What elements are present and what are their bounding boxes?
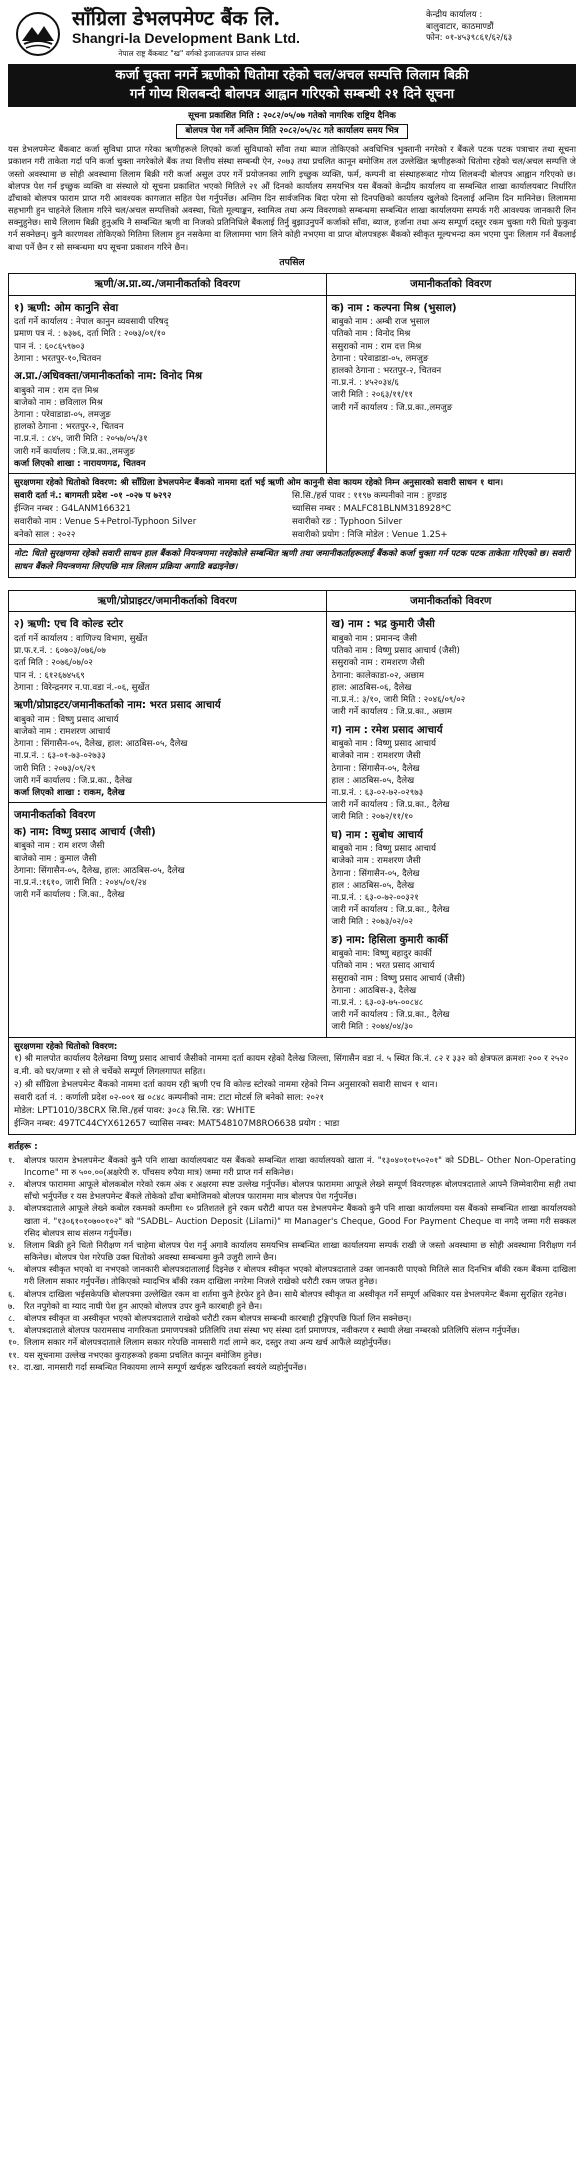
- guarantor-head-left: जमानीकर्ताको विवरण: [14, 809, 96, 822]
- term-item: १०. लिलाम सकार गर्ने बोलपत्रदाताले लिलाम सकार गरेपछि नामसारी गर्दा लाग्ने कर, दस्तुर तथा अन्य खर्च आफैंले व्यहोर्नुपर्नेछ।: [8, 1337, 392, 1348]
- collateral-2-heading: सुरक्षणमा रहेको धितोको विवरण:: [14, 1041, 118, 1052]
- notice-dates: [8, 110, 576, 140]
- table2-header-left: ऋणी/प्रोप्राइटर/जमानीकर्ताको विवरण: [9, 590, 327, 612]
- proprietor-1-line: ठेगाना : परेवाडाडा-०५, लमजुङ: [14, 409, 111, 420]
- vehicle-1-line: सवारीको रङ : Typhoon Silver: [292, 516, 403, 527]
- term-item: ५. बोलपत्र स्वीकृत भएको वा नभएको जानकारी बोलपत्रदातालाई दिइनेछ र बोलपत्र स्वीकृत भएको बोलपत्रदाताले उक्त जानकारी पाएको मितिले सात दिनभित्र बाँकी रकम बैंकमा दाखिला गरी लिलाम सकार गर्नुपर्नेछ। तोकिएको म्यादभित्र बाँकी रकम दाखिला नगरेमा निजले राखेको धरौटी रकम जफत हुनेछ।: [8, 1264, 576, 1287]
- vehicle-1-note: नोट: धितो सुरक्षणमा रहेको सवारी साधन हाल बैंकको नियन्त्रणमा नरहेकोले सम्बन्धित ऋणी तथा जमानीकर्ताहरूलाई बैंकको कर्जा चुक्ता गर्न पटक पटक ताकेता गरिएको छ। सवारी साधन बैंकले नियन्त्रणमा लिएपछि मात्र लिलाम प्रक्रिया अगाडि बढाइनेछ।: [9, 545, 576, 577]
- term-item: ३. बोलपत्रदाताले आफूले लेख्ने कबोल रकमको कम्तीमा १० प्रतिशतले हुने रकम धरौटी बापत यस डेभलपमेन्ट बैंकको कुनै पनि शाखा कार्यालयमा यस बैंकको सम्बन्धित शाखा कार्यालयको खाता नं. "१३०६१०१०७००१०२" को "SADBL– Auction Deposit (Lilami)" मा Manager's Cheque, Good For Payment Cheque वा नगदै जम्मा गरी सक्कल रसिद बोलपत्र साथ संलग्न गर्नुपर्नेछ।: [8, 1203, 576, 1238]
- guarantor-2a-line: बाबुको नाम : राम शरण जैसी: [14, 841, 105, 852]
- vehicle-1-line: सवारीको नाम : Venue S+Petrol-Typhoon Silver: [14, 516, 197, 527]
- office-label: केन्द्रीय कार्यालय :: [426, 10, 483, 20]
- table2-guarantor-cell: [326, 612, 575, 1037]
- central-office-block: [426, 6, 576, 62]
- guarantor-2a-line: जारी गर्ने कार्यालय : जि.का., दैलेख: [14, 890, 125, 901]
- guarantor-2b-title: ख) नाम : भद्र कुमारी जैसी: [331, 618, 435, 631]
- guarantor-2d-line: जारी गर्ने कार्यालय : जि.प्र.का., दैलेख: [331, 905, 450, 916]
- proprietor-2-line: ठेगाना : सिंगासैन-०५, दैलेख, हाल: आठबिस-०५, दैलेख: [14, 739, 188, 750]
- table2-header-right: जमानीकर्ताको विवरण: [326, 590, 575, 612]
- guarantor-2c-line: बाजेको नाम : रामशरण जैसी: [331, 751, 421, 762]
- guarantor-2b-line: ना.प्र.नं.: ३/१०, जारी मिति : २०४६/०९/०२: [331, 695, 466, 706]
- notice-title-banner: [8, 64, 576, 107]
- proprietor-2-title: ऋणी/प्रोप्राइटर/जमानीकर्ताको नाम: भरत प्रसाद आचार्य: [14, 699, 221, 712]
- vehicle-1-line: सवारीको प्रयोग : निजि मोडेल : Venue 1.2S+: [292, 529, 448, 540]
- collateral-2-cell: [9, 1037, 576, 1134]
- guarantor-2e-title: ङ) नाम: हिसिला कुमारी कार्की: [331, 933, 448, 946]
- guarantor-2d-line: बाबुको नाम : विष्णु प्रसाद आचार्य: [331, 844, 436, 855]
- table1-header-left: ऋणी/अ.प्रा.व्य./जमानीकर्ताको विवरण: [9, 273, 327, 295]
- proprietor-2-line: बाजेको नाम : रामशरण आचार्य: [14, 726, 111, 737]
- vehicle-2-line: ईन्जिन नम्बर: 497TC44CYX612657 च्यासिस नम्बर: MAT548107M8RO6638 प्रयोग : भाडा: [14, 1118, 340, 1129]
- borrower-2-line: दर्ता मिति : २०७६/०७/०२: [14, 658, 93, 669]
- terms-list: [8, 1154, 576, 1373]
- guarantor-2c-line: हाल : आठबिस-०५, दैलेख: [331, 775, 415, 786]
- notice-title-line-1: कर्जा चुक्ता नगर्ने ऋणीको धितोमा रहेको चल/अचल सम्पत्ति लिलाम बिक्री: [115, 68, 469, 83]
- guarantor-2e-line: ठेगाना : आठबिस-३, दैलेख: [331, 985, 417, 996]
- terms-heading: शर्तहरू :: [8, 1141, 38, 1152]
- borrower-2-line: पान नं. : ६१२६७४५६९: [14, 670, 85, 681]
- guarantor-1-line: हालको ठेगाना : भरतपुर-२, चितवन: [331, 365, 442, 376]
- guarantor-2e-line: जारी गर्ने कार्यालय : जि.प्र.का., दैलेख: [331, 1010, 450, 1021]
- borrower-table-1: [8, 273, 576, 578]
- proprietor-2-line: ना.प्र.नं. : ६३-०१-७३-०२७३३: [14, 751, 106, 762]
- borrower-1-line: पान नं. : ६०८६५९७०३: [14, 341, 85, 352]
- term-item: ९. बोलपत्रदाताले बोलपत्र फारामसाथ नागरिकता प्रमाणपत्रको प्रतिलिपि तथा संस्था भए संस्था दर्ता प्रमाणपत्र, नवीकरण र स्थायी लेखा नम्बरको प्रतिलिपि संलग्न गर्नुपर्नेछ।: [8, 1325, 520, 1336]
- term-item: २. बोलपत्र फाराममा आफूले बोलकबोल गरेको रकम अंक र अक्षरमा स्पष्ट उल्लेख गर्नुपर्नेछ। बोलपत्र फाराममा आफूले लेख्ने सम्पूर्ण विवरणहरू बोलपत्रदाताले आफ्नै जिम्मेवारीमा सही तथा साँचो भर्नुपर्नेछ र यस डेभलपमेन्ट बैंकले तोकेको ढाँचा बमोजिमको बोलपत्र फाराममा मात्र बोलपत्र पेश गर्नुपर्नेछ।: [8, 1178, 576, 1202]
- proprietor-1-title: अ.प्रा./अधिवक्ता/जमानीकर्ताको नाम: विनोद मिश्र: [14, 369, 203, 382]
- collateral-1-cell: [9, 473, 576, 544]
- collateral-2-land: १) श्री मालपोत कार्यालय दैलेखमा विष्णु प्रसाद आचार्य जैसीको नाममा दर्ता कायम रहेको दैलेख जिल्ला, सिंगासैन वडा नं. ५ स्थित कि.नं. ८२ र ३३२ को क्षेत्रफल क्रमशः २०० र २५२० व.मी. को घर/जग्गा र सो ले चर्चेको सम्पूर्ण लिगलगापत सहित।: [14, 1054, 569, 1078]
- borrower-1-title: १) ऋणी: ओम कानुनि सेवा: [14, 301, 119, 314]
- bank-logo-icon: [15, 11, 61, 57]
- proprietor-1-line: बाजेको नाम : छविलाल मिश्र: [14, 397, 103, 408]
- guarantor-1-line: पतिको नाम : विनोद मिश्र: [331, 329, 411, 340]
- guarantor-2d-line: बाजेको नाम : रामशरण जैसी: [331, 856, 421, 867]
- bank-logo: [8, 6, 68, 62]
- submission-deadline: बोलपत्र पेश गर्ने अन्तिम मिति २०८२/०५/२८ गते कार्यालय समय भित्र: [176, 124, 407, 139]
- term-item: ८. बोलपत्र स्वीकृत वा अस्वीकृत भएको बोलपत्रदाताले राखेको धरौटी रकम बोलपत्र सम्बन्धी कारबाही टुङ्गिएपछि फिर्ता लिन सक्नेछन्।: [8, 1313, 412, 1324]
- borrower-2-line: ठेगाना : विरेन्द्रनगर न.पा.वडा नं.-०६, सुर्खेत: [14, 682, 150, 693]
- collateral-1-intro: सुरक्षणमा रहेको धितोको विवरण: श्री साँग्रिला डेभलपमेन्ट बैंकको नाममा दर्ता भई ऋणी ओम कानुनी सेवा कायम रहेको निम्न अनुसारको सवारी साधन १ थान।: [14, 477, 504, 488]
- borrower-table-2: [8, 590, 576, 1135]
- publication-date: सूचना प्रकाशित मिति : २०८२/०५/०७ गतेको नागरिक राष्ट्रिय दैनिक: [188, 110, 396, 121]
- guarantor-2d-line: जारी मिति : २०७३/०२/०२: [331, 917, 413, 928]
- guarantor-2c-line: बाबुको नाम : विष्णु प्रसाद आचार्य: [331, 739, 436, 750]
- guarantor-2d-title: घ) नाम : सुबोध आचार्य: [331, 828, 423, 841]
- guarantor-2b-line: हाल: आठबिस-०६, दैलेख: [331, 682, 412, 693]
- borrower-2-line: दर्ता गर्ने कार्यालय : वाणिज्य विभाग, सुर्खेत: [14, 634, 148, 645]
- guarantor-2d-line: हाल : आठबिस-०५, दैलेख: [331, 880, 415, 891]
- loan-branch-1: कर्जा लिएको शाखा : नारायणगढ, चितवन: [14, 458, 146, 469]
- notice-title-line-2: गर्न गोप्य शिलबन्दी बोलपत्र आह्वान गरिएको सम्बन्धी २१ दिने सूचना: [129, 87, 455, 103]
- office-address: बालुवाटार, काठमाण्डौं: [426, 21, 494, 32]
- guarantor-2e-line: जारी मिति : २०७४/०४/३०: [331, 1022, 413, 1033]
- term-item: ४. लिलाम बिक्री हुने धितो निरीक्षण गर्न चाहेमा बोलपत्र पेश गर्नु अगावै कार्यालय समयभित्र सम्बन्धित शाखा कार्यालयमा सम्पर्क राखी जे जस्तो अवस्थामा छ सोही अवस्थामा निरीक्षण गर्न सकिनेछ। बोलपत्र पेश गरेपछि उक्त धितोको अवस्था सम्बन्धमा कुनै उजुरी लाग्ने छैन।: [8, 1239, 576, 1263]
- proprietor-1-line: जारी गर्ने कार्यालय : जि.प्र.का.,लमजुङ: [14, 446, 135, 457]
- proprietor-1-line: ना.प्र.नं. : ८४५, जारी मिति : २०५७/०५/३१: [14, 434, 148, 445]
- vehicle-1-details: [14, 490, 570, 542]
- borrower-1-line: प्रमाण पत्र नं. : ७३७६, दर्ता मिति : २०७३/०१/१०: [14, 329, 166, 340]
- bank-name-english: Shangri-la Development Bank Ltd.: [72, 30, 300, 47]
- guarantor-2e-line: ना.प्र.नं. : ६३-०३-७५-००८४८: [331, 997, 424, 1008]
- vehicle-1-line: सि.सि./हर्स पावर : ११९७ कम्पनीको नाम : हुण्डाइ: [292, 490, 447, 501]
- guarantor-2b-line: बाबुको नाम : प्रमानन्द जैसी: [331, 634, 417, 645]
- guarantor-2b-line: ससुराको नाम : रामशरण जैसी: [331, 658, 425, 669]
- bank-names: [68, 6, 426, 62]
- table2-borrower-cell: [9, 612, 327, 1037]
- vehicle-2-line: सवारी दर्ता नं. : कर्णाली प्रदेश ०२-००१ ख ०८४८ कम्पनीको नाम: टाटा मोटर्स लि बनेको साल: २०२१: [14, 1093, 324, 1104]
- vehicle-1-line: सवारी दर्ता नं.: बागमती प्रदेश -०१ -०२७ प ७२९२: [14, 490, 172, 501]
- vehicle-1-line: बनेको साल : २०२२: [14, 529, 76, 540]
- details-heading: तपसिल: [279, 256, 305, 268]
- borrower-2-title: २) ऋणी: एच वि कोल्ड स्टोर: [14, 618, 123, 631]
- intro-paragraph: यस डेभलपमेन्ट बैंकबाट कर्जा सुविधा प्राप्त गरेका ऋणीहरूले लिएको कर्जा सुविधाको साँवा तथा ब्याज तोकिएको अवधिभित्र भुक्तानी नगरेको र बैंकले पटक पटक पत्राचार तथा सूचना प्रकाशन गरी ताकेता गर्दा पनि कर्जा चुक्ता नगरेकोले बैंक तथा वित्तीय संस्था सम्बन्धी ऐन, २०७३ तथा प्रचलित कानून बमोजिम तल उल्लेखित ऋणीहरूको धितोमा रहेको चल/अचल सम्पत्ति जे जस्तो अवस्थामा छ सोही अवस्थामा लिलाम बिक्री गरी कर्जा असुल उपर गर्ने प्रयोजनका लागि इच्छुक व्यक्ति, फर्म, कम्पनी वा संस्थाहरूबाट गोप्य शिलबन्दी बोलपत्र आह्वान गरिएको छ। बोलपत्र पेश गर्न इच्छुक व्यक्ति वा संस्थाले यो सूचना प्रकाशित भएको मितिले २१ औं दिनको कार्यालय समयभित्र यस बैंकको केन्द्रीय कार्यालय वा सम्बन्धित शाखा कार्यालयबाट निर्धारित ढाँचाको बोलपत्र फाराम प्राप्त गरी आवश्यक कागजात सहित पेश गर्नुपर्नेछ। अन्तिम दिन सार्वजनिक बिदा परेमा सो दिनपछिको कार्यालय खुलेको दिनलाई अन्तिम दिन मानिनेछ। लिलाममा सहभागी हुन चाहनेले लिलाम गरिने चल/अचल सम्पत्तिको अवस्था, धितो मूल्याङ्कन, स्वामित्व तथा अन्य विवरणको सम्बन्धमा सम्बन्धित शाखा कार्यालयमा सम्पर्क गरी आवश्यक जानकारी लिन सक्नुहुनेछ। साथै लिलाम बिक्री हुनुअघि नै सम्बन्धित ऋणी वा निजको प्रतिनिधिले बैंकलाई तिर्नु बुझाउनुपर्ने कर्जाको साँवा, ब्याज, हर्जाना तथा अन्य सम्पूर्ण दस्तुर रकम चुक्ता गरी धितो फुकुवा गर्न सक्नेछन्। कुनै कारणवश तोकिएको मितिमा लिलाम हुन नसकेमा वा लिलाममा भाग लिने कोही नभएमा वा प्राप्त बोलपत्रहरू बैंकको स्वीकृत मूल्यभन्दा कम भएमा पुनः लिलाम गर्न बैंकलाई बाधा पर्ने छैन र सो सम्बन्धमा थप सूचना प्रकाशन गरिने छैन।: [8, 144, 576, 252]
- vehicle-2-line: मोडेल: LPT1010/38CRX सि.सि./हर्स पावर: ३०८३ सि.सि. रङ: WHITE: [14, 1106, 256, 1117]
- vehicle-1-line: ईन्जिन नम्बर : G4LANM166321: [14, 503, 131, 514]
- guarantor-2c-line: जारी मिति : २०७२/११/१०: [331, 812, 413, 823]
- guarantor-2c-line: जारी गर्ने कार्यालय : जि.प्र.का., दैलेख: [331, 800, 450, 811]
- guarantor-1-line: ससुराको नाम : राम दत्त मिश्र: [331, 341, 422, 352]
- guarantor-2c-title: ग) नाम : रमेश प्रसाद आचार्य: [331, 723, 443, 736]
- term-item: १. बोलपत्र फाराम डेभलपमेन्ट बैंकको कुनै पनि शाखा कार्यालयबाट यस बैंकको सम्बन्धित शाखा कार्यालयको खाता नं. "१३०४०१०१५०२०१" को SDBL– Other Non-Operating Income" मा रु ५००.००(अक्षरेपी रु. पाँचसय रुपैया मात्र) जम्मा गरी प्राप्त गर्न सकिनेछ।: [8, 1154, 576, 1177]
- guarantor-2a-title: क) नाम: विष्णु प्रसाद आचार्य (जैसी): [14, 825, 156, 838]
- term-item: १२. दा.खा. नामसारी गर्दा सम्बन्धित निकायमा लाग्ने सम्पूर्ण खर्चहरू खरिदकर्ता स्वयंले व्यहोर्नुपर्नेछ।: [8, 1361, 307, 1372]
- bank-name-nepali: साँग्रिला डेभलपमेण्ट बैंक लि.: [72, 6, 281, 31]
- guarantor-2e-line: बाबुको नाम: विष्णु बहादुर कार्की: [331, 949, 432, 960]
- guarantor-2b-line: ठेगाना: कालेकाडा-०२, अछाम: [331, 670, 424, 681]
- guarantor-1-line: जारी गर्ने कार्यालय : जि.प्र.का.,लमजुङ: [331, 402, 453, 413]
- guarantor-2a-line: ना.प्र.नं.:१६१०, जारी मिति : २०४५/०१/२४: [14, 877, 147, 888]
- vehicle-1-line: च्यासिस नम्बर : MALFC81BLNM318928*C: [292, 503, 452, 514]
- term-item: ७. रित नपुगेको वा म्याद नाघी पेश हुन आएको बोलपत्र उपर कुनै कारबाही हुने छैन।: [8, 1300, 263, 1311]
- table1-guarantor-cell: [326, 295, 575, 473]
- proprietor-2-line: बाबुको नाम : विष्णु प्रसाद आचार्य: [14, 714, 119, 725]
- proprietor-1-line: हालको ठेगाना : भरतपुर-२, चितवन: [14, 422, 124, 433]
- borrower-1-line: ठेगाना : भरतपुर-१०,चितवन: [14, 353, 102, 364]
- letterhead: [8, 6, 576, 62]
- guarantor-2c-line: ना.प्र.नं. : ६३-०२-७२-०२९७३: [331, 787, 424, 798]
- term-item: ६. बोलपत्र दाखिला भईसकेपछि बोलपत्रमा उल्लेखित रकम वा शर्तमा कुनै हेरफेर हुने छैन। साथै बोलपत्र स्वीकृत वा अस्वीकृत गर्ने सम्पूर्ण अधिकार यस डेभलपमेन्ट बैंकमा सुरक्षित रहनेछ।: [8, 1288, 567, 1299]
- guarantor-2d-line: ठेगाना : सिंगासैन-०५, दैलेख: [331, 868, 420, 879]
- table1-header-right: जमानीकर्ताको विवरण: [326, 273, 575, 295]
- proprietor-2-line: जारी मिति : २०७३/०९/२९: [14, 763, 96, 774]
- guarantor-2d-line: ना.प्र.नं. : ६३-०-७२-००३२१: [331, 892, 419, 903]
- guarantor-1-line: बाबुको नाम : अम्बी राज भुसाल: [331, 317, 430, 328]
- guarantor-1-line: जारी मिति : २०६३/११/११: [331, 390, 413, 401]
- guarantor-2c-line: ठेगाना : सिंगासैन-०५, दैलेख: [331, 763, 420, 774]
- guarantor-2e-line: पतिको नाम : भरत प्रसाद आचार्य: [331, 961, 435, 972]
- guarantor-2b-line: पतिको नाम : विष्णु प्रसाद आचार्य (जैसी): [331, 646, 460, 657]
- term-item: ११. यस सूचनामा उल्लेख नभएका कुराहरूको हकमा प्रचलित कानून बमोजिम हुनेछ।: [8, 1349, 262, 1360]
- proprietor-1-line: बाबुको नाम : राम दत्त मिश्र: [14, 385, 99, 396]
- proprietor-2-line: जारी गर्ने कार्यालय : जि.प्र.का., दैलेख: [14, 775, 133, 786]
- guarantor-1-line: ना.प्र.नं. : ४५२०३४/६: [331, 378, 399, 389]
- bank-tagline: नेपाल राष्ट्र बैंकबाट "ख" वर्गको इजाजतपत्र प्राप्त संस्था: [118, 49, 266, 59]
- borrower-1-line: दर्ता गर्ने कार्यालय : नेपाल कानुन व्यवसायी परिषद्: [14, 317, 169, 328]
- table1-borrower-cell: [9, 295, 327, 473]
- guarantor-1-title: क) नाम : कल्पना मिश्र (भुसाल): [331, 301, 457, 314]
- loan-branch-2: कर्जा लिएको शाखा : राकम, दैलेख: [14, 787, 125, 798]
- borrower-2-line: प्रा.फ.र.नं. : ६०७०३/०७६/०७: [14, 646, 106, 657]
- office-phone: फोन: ०१-४५३९८६१/६२/६३: [426, 33, 513, 44]
- guarantor-2a-line: ठेगाना: सिंगासैन-०५, दैलेख, हाल: आठबिस-०५, दैलेख: [14, 865, 185, 876]
- collateral-2-vehicle: २) श्री साँग्रिला डेभलपमेन्ट बैंकको नाममा दर्ता कायम रही ऋणी एच वि कोल्ड स्टोरको नाममा रहेको निम्न अनुसारको सवारी साधन १ थान।: [14, 1080, 438, 1091]
- guarantor-2a-line: बाजेको नाम : कुमाल जैसी: [14, 853, 97, 864]
- guarantor-2b-line: जारी गर्ने कार्यालय : जि.प्र.का., अछाम: [331, 707, 453, 718]
- guarantor-1-line: ठेगाना : परेवाडाडा-०५, लमजुङ: [331, 353, 429, 364]
- guarantor-2e-line: ससुराको नाम : विष्णु प्रसाद आचार्य (जैसी): [331, 973, 466, 984]
